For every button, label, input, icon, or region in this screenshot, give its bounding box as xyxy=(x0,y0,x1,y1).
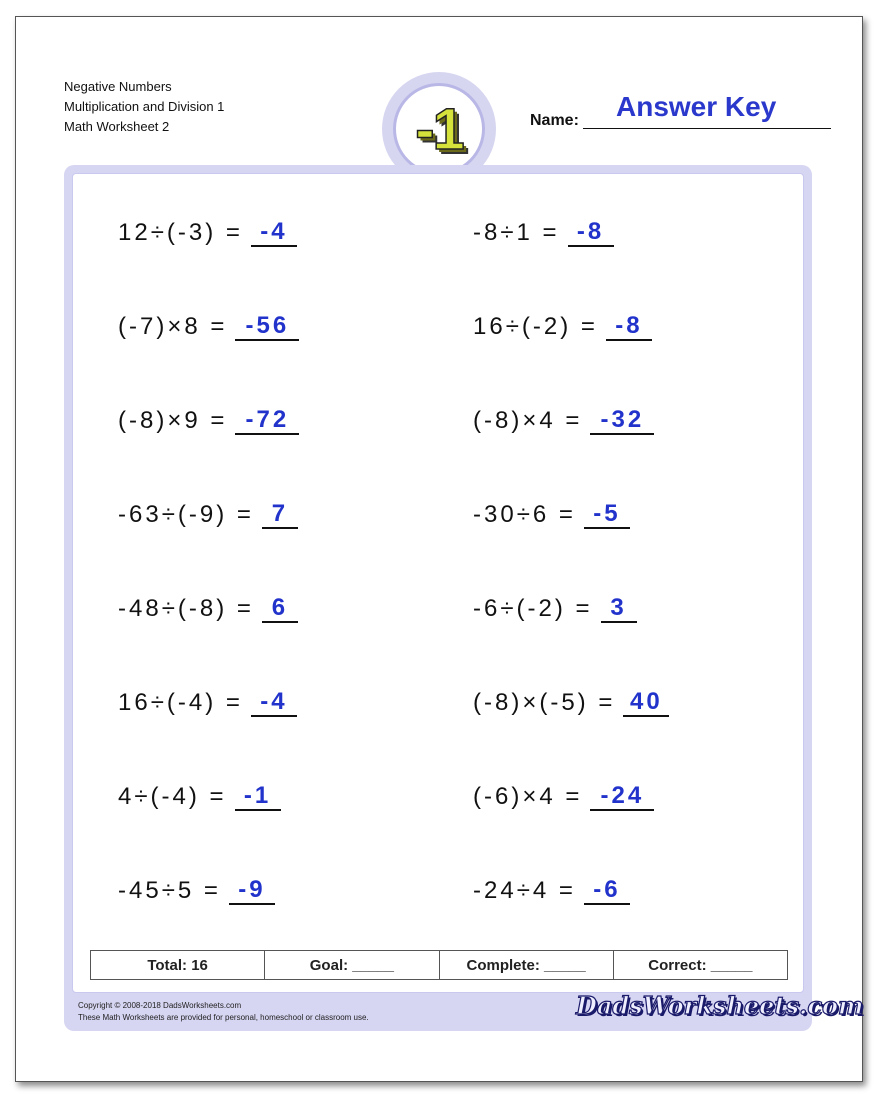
problem-answer: -4 xyxy=(251,219,297,247)
dadsworksheets-logo: DadsWorksheets.com xyxy=(576,991,864,1020)
problem-answer: 6 xyxy=(262,595,298,623)
correct-cell: Correct: _____ xyxy=(648,956,753,974)
title-line-1: Negative Numbers xyxy=(64,79,172,94)
problem-answer: -6 xyxy=(584,877,630,905)
problem-left-7 xyxy=(118,783,281,811)
worksheet-page xyxy=(15,16,863,1082)
title-line-3: Math Worksheet 2 xyxy=(64,119,170,134)
copyright xyxy=(78,1000,369,1024)
problem-answer: 7 xyxy=(262,501,298,529)
problem-answer: -5 xyxy=(584,501,630,529)
problem-right-8 xyxy=(473,877,630,905)
name-line xyxy=(583,128,831,129)
problem-left-2 xyxy=(118,313,299,341)
worksheet-title xyxy=(64,77,224,137)
badge-text: -1 xyxy=(415,96,463,162)
problem-expression: -63÷(-9) = xyxy=(118,501,254,528)
problem-right-2 xyxy=(473,313,652,341)
problem-expression: -6÷(-2) = xyxy=(473,595,593,622)
problem-expression: 12÷(-3) = xyxy=(118,219,243,246)
title-line-2: Multiplication and Division 1 xyxy=(64,99,225,114)
problem-expression: (-8)×(-5) = xyxy=(473,689,616,716)
problem-right-1 xyxy=(473,219,614,247)
problem-expression: (-6)×4 = xyxy=(473,783,583,810)
problem-answer: -32 xyxy=(590,407,654,435)
complete-cell: Complete: _____ xyxy=(440,951,614,979)
problem-expression: 4÷(-4) = xyxy=(118,783,227,810)
problem-answer: -24 xyxy=(590,783,654,811)
problem-left-5 xyxy=(118,595,298,623)
problem-left-8 xyxy=(118,877,275,905)
problem-answer: -4 xyxy=(251,689,297,717)
problem-expression: (-8)×9 = xyxy=(118,407,228,434)
copyright-line-2: These Math Worksheets are provided for personal, homeschool or classroom use. xyxy=(78,1013,369,1022)
problem-answer: -1 xyxy=(235,783,281,811)
problem-right-3 xyxy=(473,407,654,435)
name-label: Name: xyxy=(530,112,579,129)
goal-cell: Goal: _____ xyxy=(265,951,439,979)
problems-frame xyxy=(64,165,812,1031)
problem-left-4 xyxy=(118,501,298,529)
problem-expression: (-8)×4 = xyxy=(473,407,583,434)
problem-answer: -9 xyxy=(229,877,275,905)
problem-answer: 3 xyxy=(601,595,637,623)
problem-left-6 xyxy=(118,689,297,717)
problems-area xyxy=(72,173,804,993)
problem-expression: -30÷6 = xyxy=(473,501,576,528)
problem-expression: -45÷5 = xyxy=(118,877,221,904)
copyright-line-1: Copyright © 2008-2018 DadsWorksheets.com xyxy=(78,1001,242,1010)
problem-answer: -56 xyxy=(235,313,299,341)
problem-expression: 16÷(-2) = xyxy=(473,313,598,340)
score-row xyxy=(90,950,788,980)
problem-answer: 40 xyxy=(623,689,669,717)
problem-answer: -72 xyxy=(235,407,299,435)
problem-left-3 xyxy=(118,407,299,435)
problem-expression: -24÷4 = xyxy=(473,877,576,904)
problem-right-4 xyxy=(473,501,630,529)
answer-key-text: Answer Key xyxy=(616,91,777,122)
problem-expression: 16÷(-4) = xyxy=(118,689,243,716)
problem-left-1 xyxy=(118,219,297,247)
problem-answer: -8 xyxy=(568,219,614,247)
problem-answer: -8 xyxy=(606,313,652,341)
problem-expression: -48÷(-8) = xyxy=(118,595,254,622)
problem-right-6 xyxy=(473,689,669,717)
problem-expression: (-7)×8 = xyxy=(118,313,228,340)
problem-expression: -8÷1 = xyxy=(473,219,560,246)
total-cell: Total: 16 xyxy=(91,951,265,979)
problem-right-7 xyxy=(473,783,654,811)
problem-right-5 xyxy=(473,595,637,623)
